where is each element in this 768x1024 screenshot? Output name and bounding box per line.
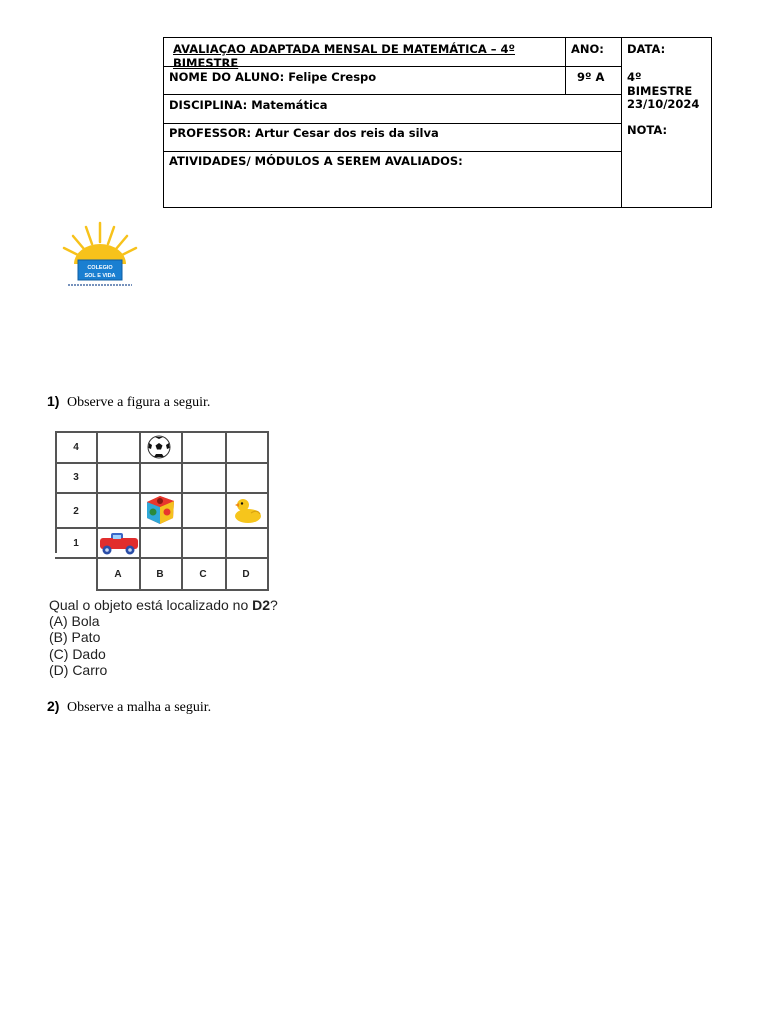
grid-line [55,431,269,433]
teacher: PROFESSOR: Artur Cesar dos reis da silva [169,126,439,140]
grid-line [225,431,227,591]
col-label: A [114,569,122,580]
row-label: 2 [73,506,79,517]
rubber-duck-icon [231,495,265,525]
question-text: Observe a malha a seguir. [66,700,212,715]
grid-line [96,589,269,591]
question-1-prompt: Qual o objeto está localizado no D2? [49,597,278,613]
question-number: 2) [47,698,60,714]
sun-logo-icon [60,220,142,292]
grid-line [96,431,98,591]
student-name: NOME DO ALUNO: Felipe Crespo [169,70,377,84]
col-label: D [242,569,250,580]
grid-line [55,557,269,559]
discipline: DISCIPLINA: Matemática [169,98,328,112]
row-label: 1 [73,538,79,549]
header-divider [164,94,622,95]
exam-date: 23/10/2024 [627,97,700,111]
row-label: 4 [73,442,79,453]
dice-toy-icon [141,493,179,527]
bimestre-value: 4º BIMESTRE [627,70,693,98]
question-text: Observe a figura a seguir. [66,395,211,410]
school-logo [60,220,142,292]
header-table [163,37,712,208]
question-1 [47,393,210,411]
grid-line [55,462,269,464]
nota-label: NOTA: [627,123,668,137]
data-label: DATA: [627,42,666,56]
question-2 [47,698,211,716]
option-d: (D) Carro [49,662,108,678]
option-a: (A) Bola [49,613,100,629]
grid-line [181,431,183,591]
ano-label: ANO: [571,42,604,56]
question-number: 1) [47,393,60,409]
svg-text:COLEGIO: COLEGIO [87,265,113,271]
toy-car-icon [97,529,141,557]
col-label: B [156,569,164,580]
coordinate-grid [55,431,269,591]
exam-title: AVALIAÇAO ADAPTADA MENSAL DE MATEMÁTICA – 4º BIMESTRE [173,42,515,70]
svg-text:SOL E VIDA: SOL E VIDA [84,273,116,279]
ano-value: 9º A [577,70,605,84]
col-label: C [199,569,207,580]
grid-line [55,527,269,529]
soccer-ball-icon [144,434,174,460]
activities-label: ATIVIDADES/ MÓDULOS A SEREM AVALIADOS: [169,154,463,168]
grid-line [267,431,269,591]
row-label: 3 [73,472,79,483]
option-b: (B) Pato [49,629,101,645]
option-c: (C) Dado [49,646,106,662]
